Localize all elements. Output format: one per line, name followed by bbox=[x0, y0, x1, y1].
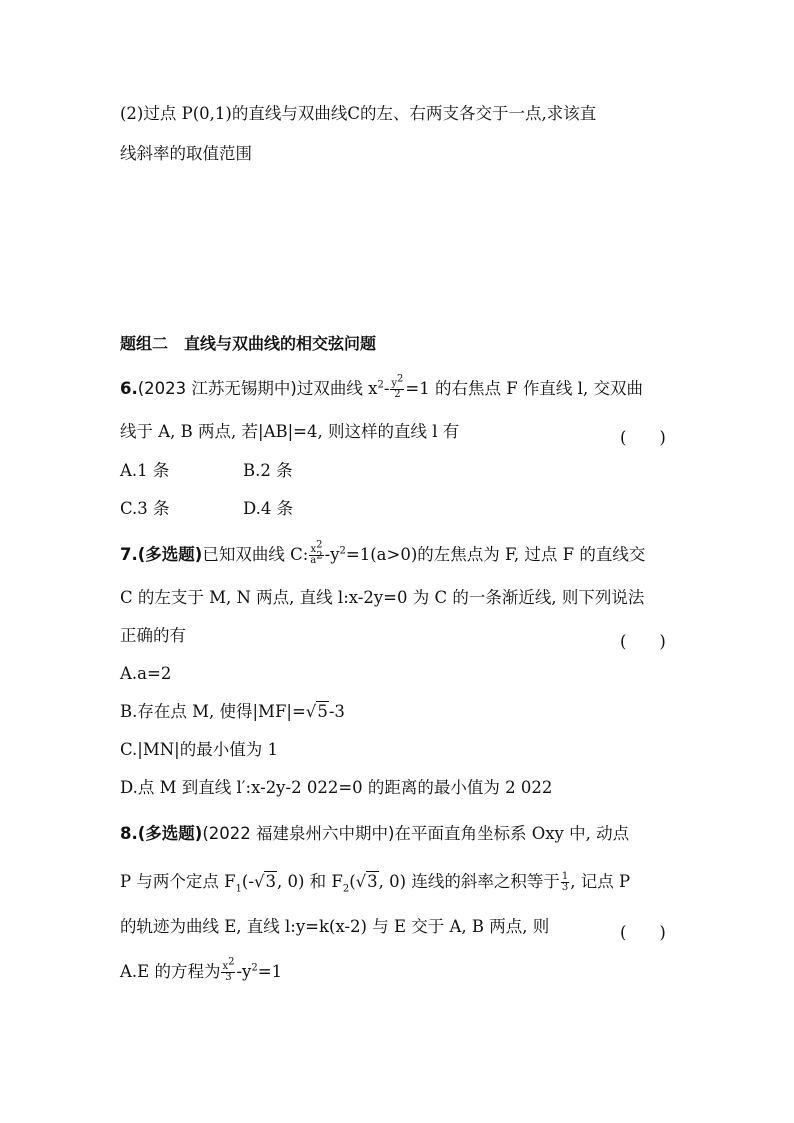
q8-option-a: A.E 的方程为 $\frac{x^2}{3}$ $-y^2=1$ bbox=[120, 956, 283, 983]
q8-stem-line3: 的轨迹为曲线 E, 直线 l:y=k(x-2) 与 E 交于 A, B 两点, 则 bbox=[120, 917, 550, 936]
q5-part2-line1: (2)过点 P(0,1)的直线与双曲线C的左、右两支各交于一点,求该直 bbox=[120, 104, 597, 123]
q7-option-b: B.存在点 M, 使得|MF|=√5-3 bbox=[120, 702, 345, 721]
q8-stem-line2: P 与两个定点 $F_1(-√3$, 0) 和 $F_2(√3$, 0) 连线的斜率之积等于 $\frac{1}{3}$ , 记点 P bbox=[120, 871, 631, 895]
q7-stem-line3: 正确的有 bbox=[120, 626, 186, 645]
q7-root-5: 5 bbox=[317, 702, 328, 721]
q7-number: 7. bbox=[120, 545, 138, 564]
q6-stem-line2: 线于 A, B 两点, 若|AB|=4, 则这样的直线 l 有 bbox=[120, 422, 460, 441]
q7-stem-a: 已知双曲线 C: bbox=[202, 545, 309, 564]
q8-fraction: $\frac{x^2}{3}$ bbox=[222, 956, 235, 983]
q7-option-a: A.a=2 bbox=[120, 664, 172, 683]
q7-stem-line2: C 的左支于 M, N 两点, 直线 l:x-2y=0 为 C 的一条渐近线, 则下列说法 bbox=[120, 588, 645, 607]
q6-answer-paren: ( ) bbox=[620, 428, 666, 447]
q6-stem-a: 过双曲线 x bbox=[296, 379, 378, 398]
q8-answer-paren: ( ) bbox=[620, 923, 666, 942]
q8-one-third: $\frac{1}{3}$ bbox=[561, 871, 569, 893]
q6-option-d: D.4 条 bbox=[243, 499, 294, 518]
q7-option-d: D.点 M 到直线 l′:x-2y-2 022=0 的距离的最小值为 2 022 bbox=[120, 778, 553, 797]
section-title: 题组二 直线与双曲线的相交弦问题 bbox=[120, 334, 377, 353]
q6-option-c: C.3 条 bbox=[120, 499, 170, 518]
q7-answer-paren: ( ) bbox=[620, 632, 666, 651]
q7-option-c: C.|MN|的最小值为 1 bbox=[120, 740, 278, 759]
q6-stem-line1: 6.(2023 江苏无锡期中)过双曲线 $x^2-$ $\frac{y^2}{2}$ =1 的右焦点 F 作直线 l, 交双曲 bbox=[120, 373, 643, 400]
q7-stem-b: -y bbox=[324, 545, 340, 564]
q6-number: 6. bbox=[120, 379, 138, 398]
q6-stem-b: =1 的右焦点 F 作直线 l, 交双曲 bbox=[405, 379, 643, 398]
q8-stem: 在平面直角坐标系 Oxy 中, 动点 bbox=[394, 824, 630, 843]
q5-part2-line2: 线斜率的取值范围 bbox=[120, 144, 252, 163]
q8-stem-line1 bbox=[120, 826, 629, 843]
q8-number: 8. bbox=[120, 824, 138, 843]
q6-fraction: $\frac{y^2}{2}$ bbox=[391, 373, 404, 400]
q6-source: (2023 江苏无锡期中) bbox=[137, 379, 297, 398]
q7-stem-c: =1(a>0)的左焦点为 F, 过点 F 的直线交 bbox=[345, 545, 646, 564]
q6-option-a: A.1 条 bbox=[120, 461, 170, 480]
q7-stem-line1: 7.(多选题)已知双曲线 C: $\frac{x^2}{a^2}$ $-y^2=1(a>0)$的左焦点为 F, 过点 F 的直线交 bbox=[120, 539, 646, 566]
q7-tag: (多选题) bbox=[137, 545, 203, 564]
q8-tag: (多选题) bbox=[137, 824, 203, 843]
q8-source: (2022 福建泉州六中期中) bbox=[202, 824, 395, 843]
q7-fraction: $\frac{x^2}{a^2}$ bbox=[310, 539, 323, 566]
q6-option-b: B.2 条 bbox=[243, 461, 293, 480]
